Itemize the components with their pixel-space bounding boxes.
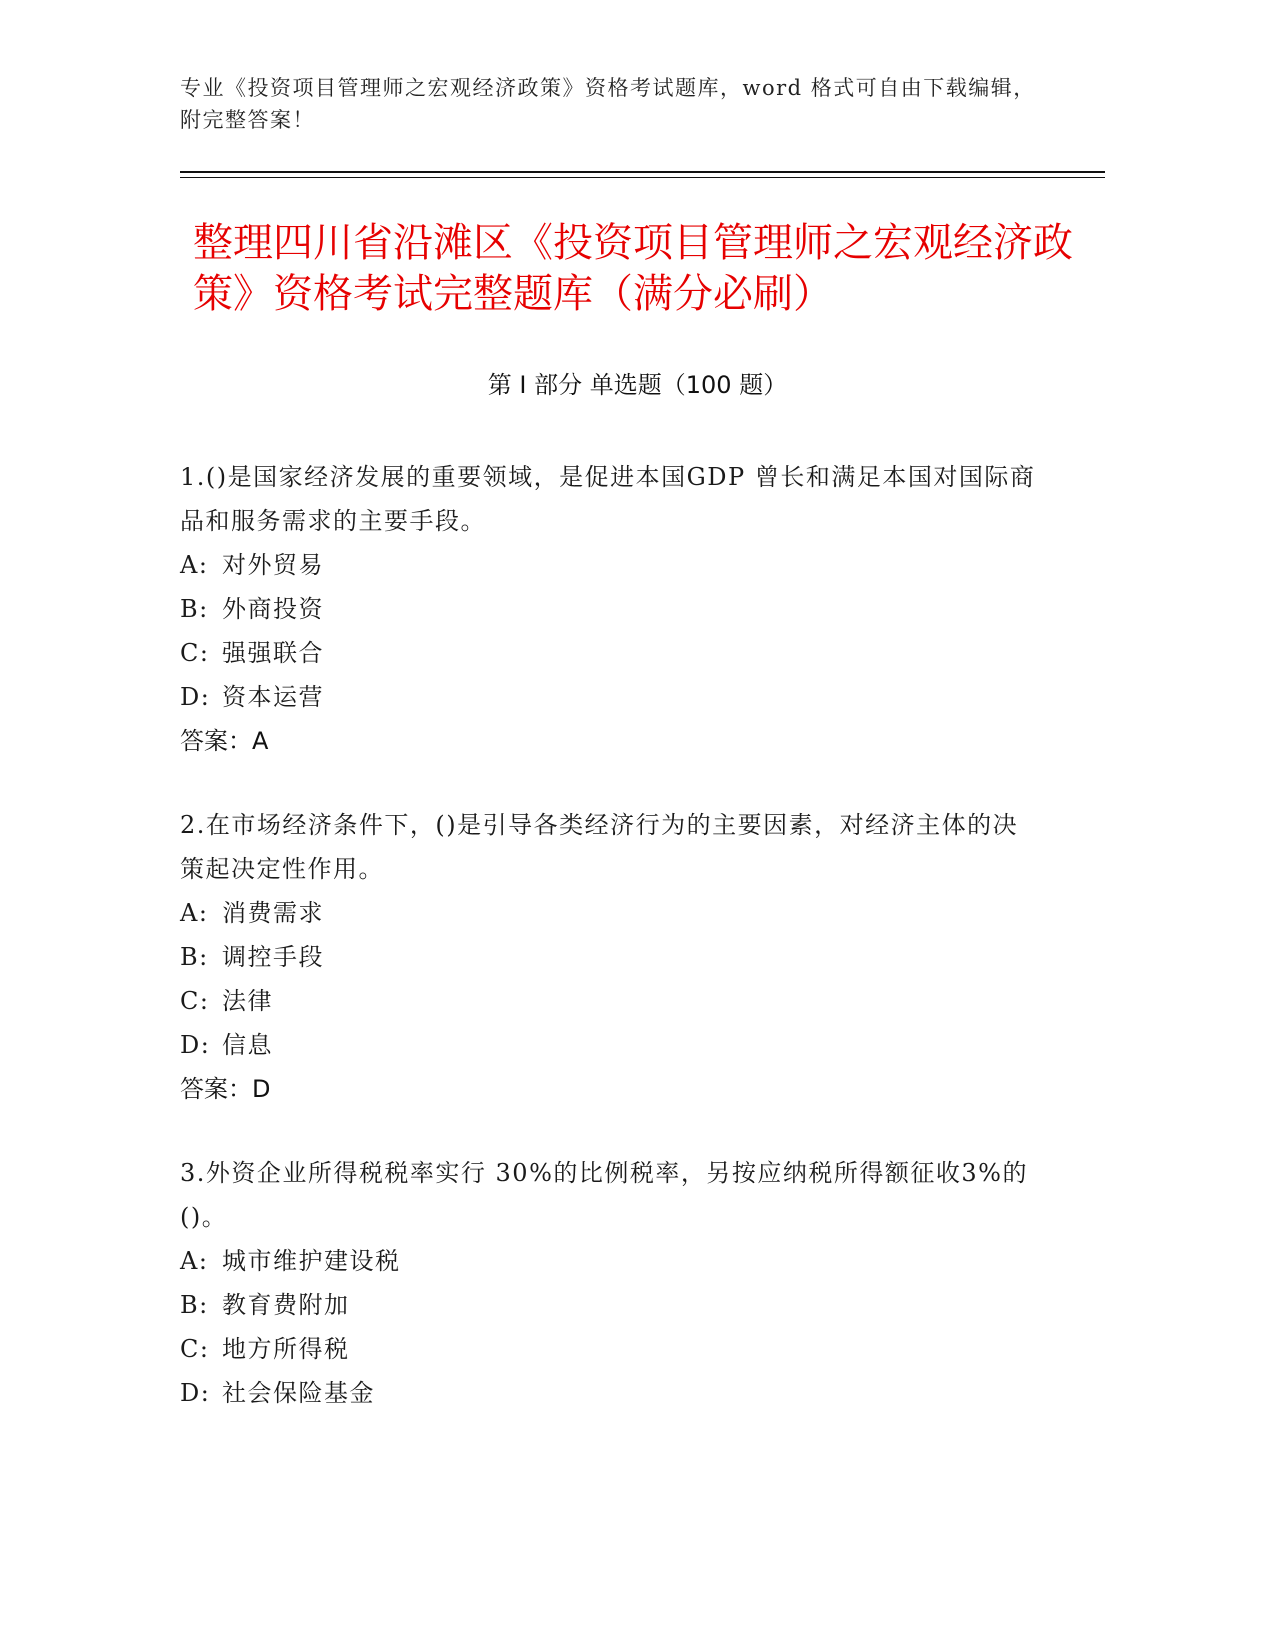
option-b	[180, 1283, 1040, 1327]
option-b	[180, 587, 1040, 631]
option-d	[180, 675, 1040, 719]
question-stem: 2.在市场经济条件下，()是引导各类经济行为的主要因素，对经济主体的决策起决定性作用。	[180, 811, 1019, 883]
question-1	[180, 455, 1040, 763]
option-letter: C:	[180, 639, 210, 667]
option-text: 地方所得税	[222, 1335, 350, 1363]
option-c	[180, 631, 1040, 675]
header-divider-thin	[180, 177, 1105, 178]
option-letter: D:	[180, 1379, 211, 1407]
document-title: 整理四川省沿滩区《投资项目管理师之宏观经济政策》资格考试完整题库（满分必刷）	[193, 220, 1073, 317]
answer-line: 答案：D	[180, 1075, 271, 1103]
option-letter: A:	[180, 1247, 209, 1275]
option-text: 对外贸易	[222, 551, 324, 579]
header-divider-thick	[180, 171, 1105, 173]
option-text: 信息	[222, 1031, 273, 1059]
option-text: 资本运营	[222, 683, 324, 711]
option-text: 调控手段	[222, 943, 324, 971]
option-text: 社会保险基金	[222, 1379, 375, 1407]
option-letter: C:	[180, 1335, 210, 1363]
option-letter: B:	[180, 943, 209, 971]
option-b	[180, 935, 1040, 979]
option-d	[180, 1371, 1040, 1415]
option-text: 外商投资	[222, 595, 324, 623]
option-c	[180, 1327, 1040, 1371]
option-text: 城市维护建设税	[222, 1247, 401, 1275]
option-letter: C:	[180, 987, 210, 1015]
option-text: 强强联合	[222, 639, 324, 667]
option-c	[180, 979, 1040, 1023]
option-d	[180, 1023, 1040, 1067]
option-letter: D:	[180, 1031, 211, 1059]
question-3	[180, 1151, 1040, 1415]
option-letter: B:	[180, 1291, 209, 1319]
option-text: 消费需求	[222, 899, 324, 927]
question-list	[180, 455, 1040, 1455]
section-title: 第 I 部分 单选题（100 题）	[487, 371, 788, 399]
option-text: 法律	[222, 987, 273, 1015]
option-a	[180, 1239, 1040, 1283]
option-letter: A:	[180, 899, 209, 927]
question-stem: 1.()是国家经济发展的重要领域，是促进本国GDP 曾长和满足本国对国际商品和服务需求的主要手段。	[180, 463, 1036, 535]
option-letter: A:	[180, 551, 209, 579]
header-note: 专业《投资项目管理师之宏观经济政策》资格考试题库，word 格式可自由下载编辑，附完整答案！	[180, 76, 1036, 132]
option-a	[180, 543, 1040, 587]
option-letter: D:	[180, 683, 211, 711]
answer-line: 答案：A	[180, 727, 269, 755]
option-a	[180, 891, 1040, 935]
question-stem: 3.外资企业所得税税率实行 30%的比例税率，另按应纳税所得额征收3%的()。	[180, 1159, 1028, 1231]
option-letter: B:	[180, 595, 209, 623]
question-2	[180, 803, 1040, 1111]
option-text: 教育费附加	[222, 1291, 350, 1319]
